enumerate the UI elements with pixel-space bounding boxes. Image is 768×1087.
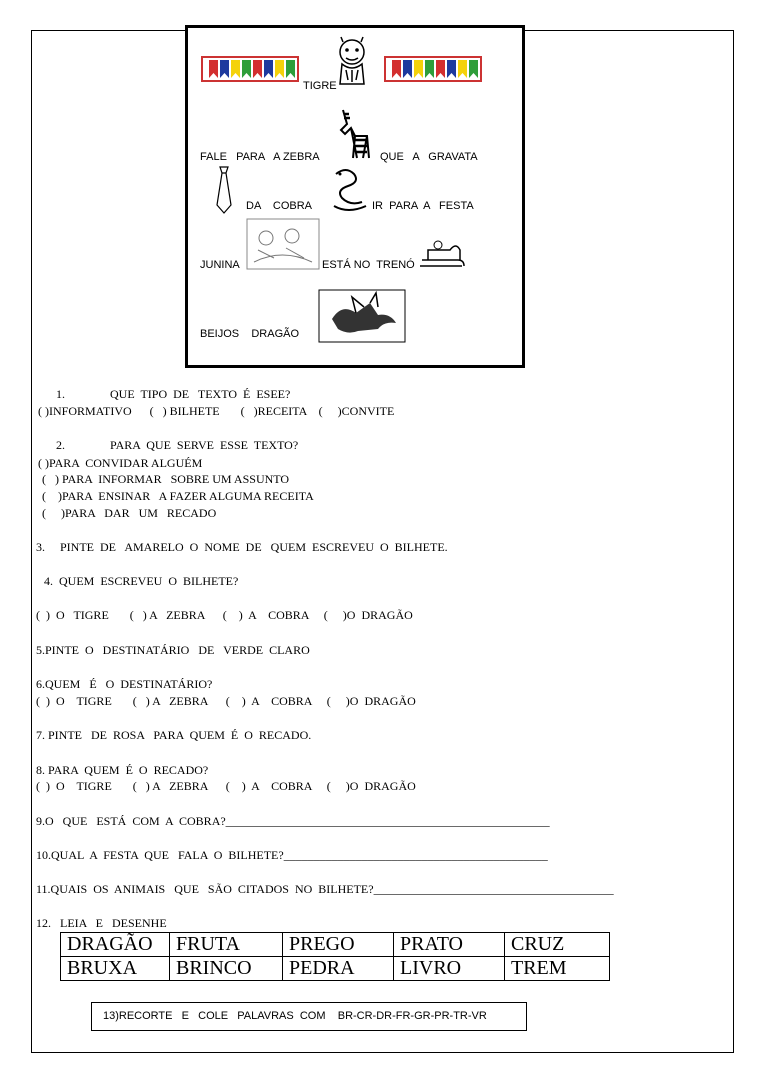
sled-icon — [418, 236, 466, 270]
tiger-icon — [332, 36, 374, 88]
words-row — [61, 957, 610, 981]
flag-icon — [403, 60, 412, 78]
tie-icon — [211, 165, 237, 215]
word-cell: LIVRO — [394, 957, 505, 981]
flag-icon — [392, 60, 401, 78]
flag-icon — [469, 60, 478, 78]
q1-options: ( )INFORMATIVO ( ) BILHETE ( )RECEITA ( )CONVITE — [38, 404, 395, 418]
words-row — [61, 933, 610, 957]
note-line2-b: IR PARA A FESTA — [372, 200, 474, 212]
q7: 7. PINTE DE ROSA PARA QUEM É O RECADO. — [36, 728, 312, 742]
q12: 12. LEIA E DESENHE — [36, 916, 167, 930]
note-greeting: TIGRE — [303, 80, 337, 92]
q2-option-4: ( )PARA DAR UM RECADO — [42, 506, 217, 520]
q3: 3. PINTE DE AMARELO O NOME DE QUEM ESCREVEU O BILHETE. — [36, 540, 448, 554]
flag-icon — [264, 60, 273, 78]
q5: 5.PINTE O DESTINATÁRIO DE VERDE CLARO — [36, 643, 310, 657]
flag-icon — [242, 60, 251, 78]
q1-number: 1. — [56, 387, 65, 401]
flag-icon — [209, 60, 218, 78]
flag-icon — [447, 60, 456, 78]
word-cell: CRUZ — [505, 933, 610, 957]
word-cell: DRAGÃO — [61, 933, 170, 957]
q4-options: ( ) O TIGRE ( ) A ZEBRA ( ) A COBRA ( )O DRAGÃO — [36, 608, 413, 622]
word-cell: PRATO — [394, 933, 505, 957]
q8-options: ( ) O TIGRE ( ) A ZEBRA ( ) A COBRA ( )O DRAGÃO — [36, 779, 416, 793]
words-table — [60, 932, 610, 981]
note-line3-a: JUNINA — [200, 259, 240, 271]
flag-icon — [253, 60, 262, 78]
note-line1-a: FALE PARA A ZEBRA — [200, 151, 320, 163]
note-line3-b: ESTÁ NO TRENÓ — [322, 259, 415, 271]
q6: 6.QUEM É O DESTINATÁRIO? — [36, 677, 213, 691]
word-cell: PREGO — [283, 933, 394, 957]
flag-icon — [458, 60, 467, 78]
q2-option-3: ( )PARA ENSINAR A FAZER ALGUMA RECEITA — [42, 489, 314, 503]
q2-number: 2. — [56, 438, 65, 452]
festa-junina-flags-right — [384, 56, 482, 82]
flag-icon — [220, 60, 229, 78]
festa-junina-scene-icon — [246, 218, 320, 270]
note-signature: BEIJOS DRAGÃO — [200, 328, 300, 340]
flag-icon — [286, 60, 295, 78]
q4: 4. QUEM ESCREVEU O BILHETE? — [44, 574, 239, 588]
snake-icon — [328, 166, 372, 214]
word-cell: TREM — [505, 957, 610, 981]
flag-icon — [414, 60, 423, 78]
q6-options: ( ) O TIGRE ( ) A ZEBRA ( ) A COBRA ( )O DRAGÃO — [36, 694, 416, 708]
word-cell: BRINCO — [170, 957, 283, 981]
festa-junina-flags-left — [201, 56, 299, 82]
q2-option-1: ( )PARA CONVIDAR ALGUÉM — [38, 456, 203, 470]
q2-text: PARA QUE SERVE ESSE TEXTO? — [110, 438, 299, 452]
q11: 11.QUAIS OS ANIMAIS QUE SÃO CITADOS NO BILHETE?________________________________________ — [36, 882, 614, 896]
note-line1-b: QUE A GRAVATA — [380, 151, 478, 163]
flag-icon — [231, 60, 240, 78]
note-line2-a: DA COBRA — [246, 200, 313, 212]
flag-icon — [425, 60, 434, 78]
dragon-icon — [318, 289, 406, 343]
flag-icon — [436, 60, 445, 78]
zebra-icon — [333, 106, 373, 162]
q9: 9.O QUE ESTÁ COM A COBRA?______________________________________________________ — [36, 814, 550, 828]
q1-text: QUE TIPO DE TEXTO É ESEE? — [110, 387, 291, 401]
q10: 10.QUAL A FESTA QUE FALA O BILHETE?____________________________________________ — [36, 848, 548, 862]
q2-option-2: ( ) PARA INFORMAR SOBRE UM ASSUNTO — [42, 472, 290, 486]
word-cell: PEDRA — [283, 957, 394, 981]
word-cell: FRUTA — [170, 933, 283, 957]
q8: 8. PARA QUEM É O RECADO? — [36, 763, 209, 777]
q13: 13)RECORTE E COLE PALAVRAS COM BR-CR-DR-FR-GR-PR-TR-VR — [103, 1010, 487, 1022]
word-cell: BRUXA — [61, 957, 170, 981]
flag-icon — [275, 60, 284, 78]
